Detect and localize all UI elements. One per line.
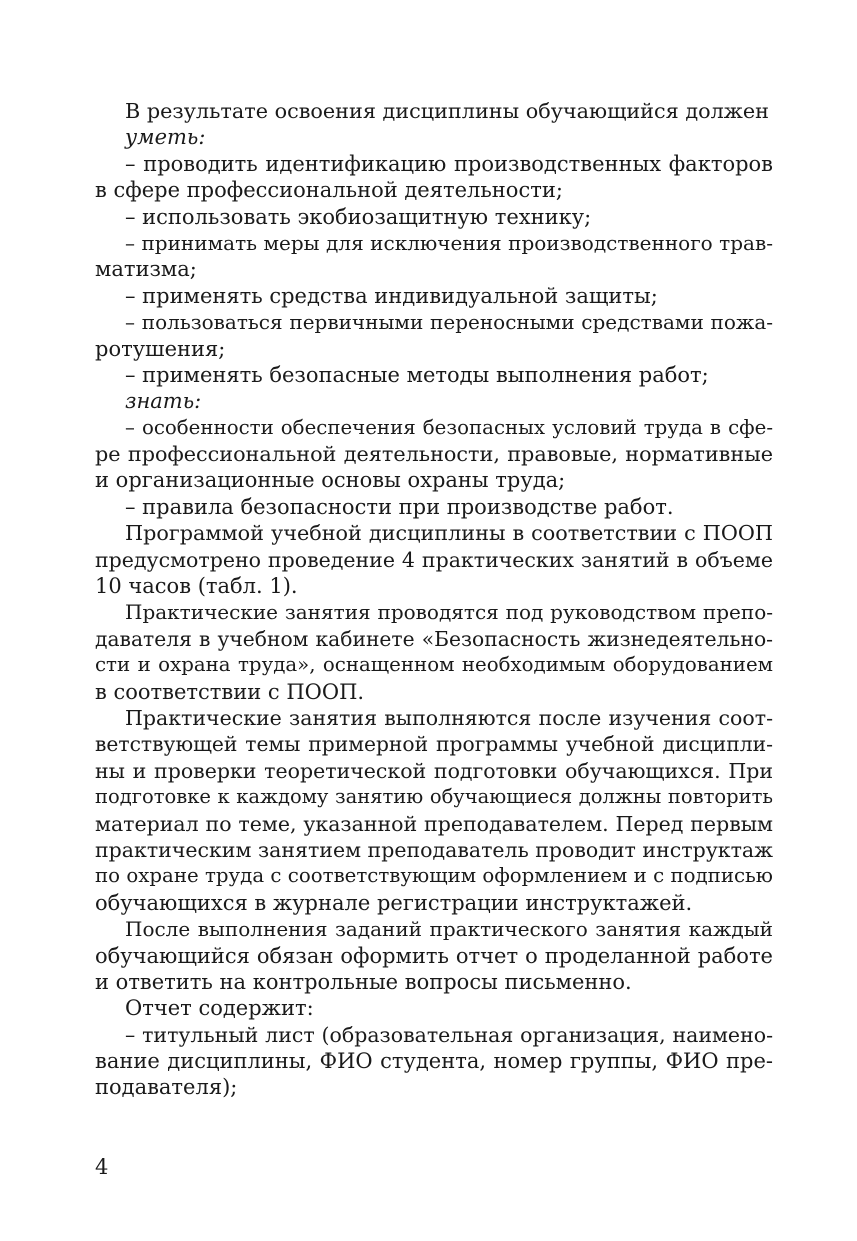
text-line: – проводить идентификацию производственных факторов [125,151,773,176]
paragraph [95,916,773,995]
text-line: Программой учебной дисциплины в соответствии с ПООП [125,521,773,546]
text-line: – применять средства индивидуальной защиты; [125,283,658,308]
text-line: – принимать меры для исключения производственного трав- [125,230,773,255]
text-line: 10 часов (табл. 1). [95,574,298,599]
text-line: В результате освоения дисциплины обучающийся должен [125,99,769,123]
text-line: по охране труда с соответствующим оформлением и с подписью [95,864,773,888]
paragraph [95,230,773,283]
paragraph [95,388,773,414]
text-line: Отчет содержит: [125,996,314,1021]
text-line: подготовке к каждому занятию обучающиеся должны повторить [95,785,773,809]
text-line: – особенности обеспечения безопасных условий труда в сфе- [125,415,773,439]
text-line: – пользоваться первичными переносными средствами пожа- [125,310,773,335]
text-line: Практические занятия проводятся под руководством препо- [125,600,773,625]
text-line: предусмотрено проведение 4 практических занятий в объеме [95,547,773,572]
text-line: практическим занятием преподаватель проводит инструктаж [95,837,773,862]
text-line: – применять безопасные методы выполнения работ; [125,362,709,387]
text-line: в сфере профессиональной деятельности; [95,178,563,203]
paragraph [95,204,773,230]
text-line: подавателя); [95,1075,238,1100]
text-line: сти и охрана труда», оснащенном необходимым оборудованием [95,653,773,677]
paragraph [95,599,773,705]
text-line: После выполнения заданий практического занятия каждый [125,917,773,942]
body-text [95,98,773,1101]
paragraph [95,415,773,494]
paragraph [95,283,773,309]
text-line: ротушения; [95,336,226,361]
paragraph [95,494,773,520]
text-line: в соответствии с ПООП. [95,679,365,704]
text-line: обучающихся в журнале регистрации инструктажей. [95,890,693,915]
paragraph [95,520,773,599]
text-line: знать: [125,389,202,414]
text-line: ны и проверки теоретической подготовки обучающихся. При [95,758,773,783]
text-line: ветствующей темы примерной программы учебной дисципли- [95,732,773,757]
text-line: вание дисциплины, ФИО студента, номер группы, ФИО пре- [95,1049,773,1074]
paragraph [95,995,773,1021]
text-line: и организационные основы охраны труда; [95,468,566,493]
text-line: ре профессиональной деятельности, правовые, нормативные [95,442,773,467]
text-line: – использовать экобиозащитную технику; [125,204,592,229]
paragraph [95,309,773,362]
text-line: уметь: [125,125,206,150]
text-line: материал по теме, указанной преподавателем. Перед первым [95,811,773,836]
paragraph [95,98,773,124]
text-line: – титульный лист (образовательная организация, наимено- [125,1022,773,1047]
text-line: и ответить на контрольные вопросы письменно. [95,969,632,994]
paragraph [95,151,773,204]
text-line: матизма; [95,257,197,282]
paragraph [95,124,773,150]
paragraph [95,705,773,916]
page-number: 4 [95,1155,109,1179]
text-line: обучающийся обязан оформить отчет о проделанной работе [95,943,773,968]
text-line: Практические занятия выполняются после изучения соот- [125,705,773,730]
paragraph [95,1022,773,1101]
text-line: давателя в учебном кабинете «Безопасность жизнедеятельно- [95,626,773,651]
paragraph [95,362,773,388]
text-line: – правила безопасности при производстве работ. [125,494,674,519]
